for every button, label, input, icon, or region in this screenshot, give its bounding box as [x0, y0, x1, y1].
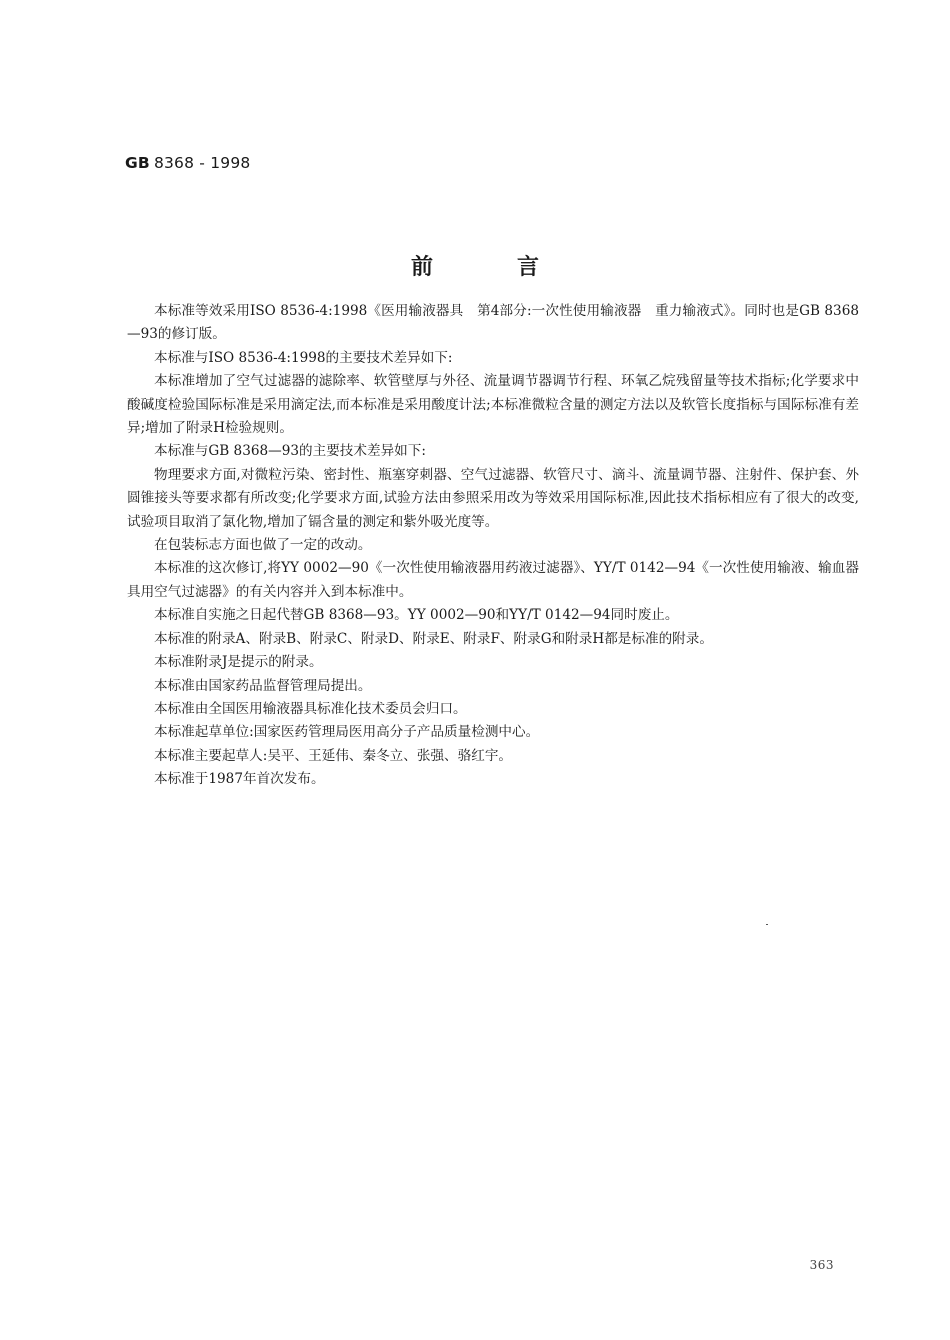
paragraph: 本标准由全国医用输液器具标准化技术委员会归口。: [154, 700, 467, 717]
paragraph: 本标准主要起草人:吴平、王延伟、秦冬立、张强、骆红宇。: [154, 747, 513, 764]
paragraph: 物理要求方面,对微粒污染、密封性、瓶塞穿刺器、空气过滤器、软管尺寸、滴斗、流量调节器、注射件、保护套、外圆锥接头等要求都有所改变;化学要求方面,试验方法由参照采用改为等效采用国际标准,因此技术指标相应有了很大的改变,试验项目取消了氯化物,增加了镉含量的测定和紫外吸光度等。: [127, 466, 859, 530]
standard-prefix: GB: [125, 154, 150, 172]
paragraph: 本标准与GB 8368—93的主要技术差异如下:: [154, 443, 426, 460]
document-header: [125, 154, 250, 172]
paragraph: 本标准附录J是提示的附录。: [154, 654, 323, 671]
paragraph: 本标准与ISO 8536-4:1998的主要技术差异如下:: [154, 349, 453, 366]
page-number: 363: [809, 1258, 834, 1272]
section-title: 前言: [410, 254, 623, 280]
standard-number: 8368 - 1998: [153, 154, 251, 172]
paragraph: 在包装标志方面也做了一定的改动。: [154, 537, 372, 554]
paragraph: 本标准起草单位:国家医药管理局医用高分子产品质量检测中心。: [154, 724, 540, 741]
paragraph: 本标准由国家药品监督管理局提出。: [154, 677, 372, 694]
paragraph: 本标准等效采用ISO 8536-4:1998《医用输液器具 第4部分:一次性使用输液器 重力输液式》。同时也是GB 8368—93的修订版。: [127, 303, 859, 343]
paragraph: 本标准增加了空气过滤器的滤除率、软管壁厚与外径、流量调节器调节行程、环氧乙烷残留量等技术指标;化学要求中酸碱度检验国际标准是采用滴定法,而本标准是采用酸度计法;本标准微粒含量的测定方法以及软管长度指标与国际标准有差异;增加了附录H检验规则。: [127, 373, 859, 437]
paragraph: 本标准于1987年首次发布。: [154, 771, 325, 788]
foreword-body: [127, 300, 859, 792]
scan-speck: [766, 924, 768, 925]
paragraph: 本标准的附录A、附录B、附录C、附录D、附录E、附录F、附录G和附录H都是标准的附录。: [154, 630, 713, 647]
paragraph: 本标准的这次修订,将YY 0002—90《一次性使用输液器用药液过滤器》、YY/T 0142—94《一次性使用输液、输血器具用空气过滤器》的有关内容并入到本标准中。: [127, 560, 859, 600]
paragraph: 本标准自实施之日起代替GB 8368—93。YY 0002—90和YY/T 0142—94同时废止。: [154, 607, 679, 624]
